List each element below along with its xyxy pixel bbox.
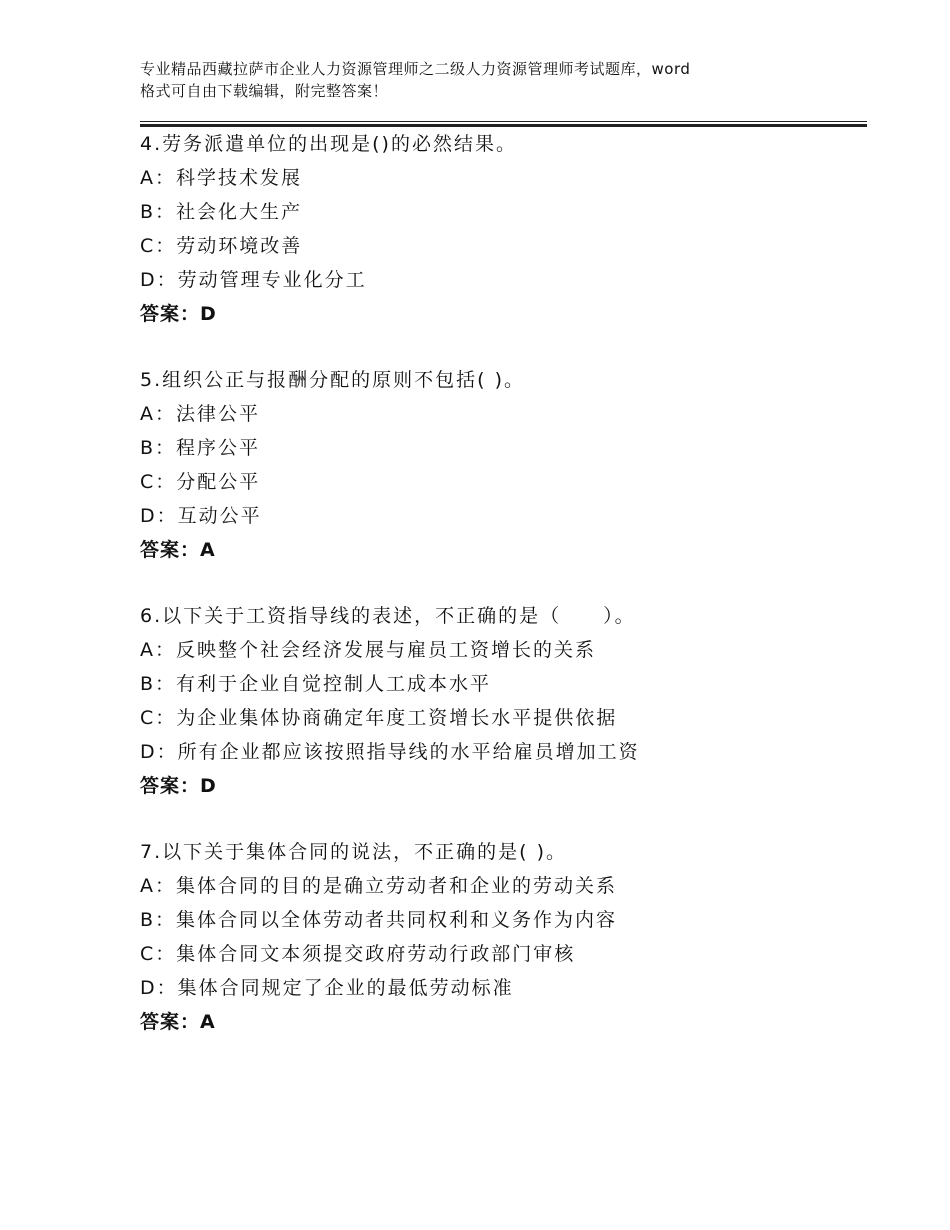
option-d: D：互动公平 xyxy=(140,505,262,527)
option-d: D：所有企业都应该按照指导线的水平给雇员增加工资 xyxy=(140,741,640,763)
question-stem: 7.以下关于集体合同的说法，不正确的是( )。 xyxy=(140,841,567,863)
option-a: A：反映整个社会经济发展与雇员工资增长的关系 xyxy=(140,639,596,661)
answer-line xyxy=(140,769,867,803)
option-d: D：劳动管理专业化分工 xyxy=(140,269,367,291)
option-c: C：为企业集体协商确定年度工资增长水平提供依据 xyxy=(140,707,618,729)
option-d: D：集体合同规定了企业的最低劳动标准 xyxy=(140,977,514,999)
question-4 xyxy=(140,127,867,331)
option-c: C：分配公平 xyxy=(140,471,261,493)
option-b: B：程序公平 xyxy=(140,437,261,459)
question-stem: 4.劳务派遣单位的出现是()的必然结果。 xyxy=(140,133,517,155)
answer-value: D xyxy=(200,303,217,325)
header-line-2: 格式可自由下载编辑，附完整答案！ xyxy=(140,82,389,100)
question-5 xyxy=(140,363,867,567)
answer-line xyxy=(140,533,867,567)
option-b: B：集体合同以全体劳动者共同权利和义务作为内容 xyxy=(140,909,618,931)
answer-value: A xyxy=(200,539,216,561)
question-list xyxy=(140,127,867,1071)
answer-value: D xyxy=(200,775,217,797)
option-c: C：劳动环境改善 xyxy=(140,235,303,257)
document-header xyxy=(140,58,840,102)
option-a: A：科学技术发展 xyxy=(140,167,302,189)
option-a: A：集体合同的目的是确立劳动者和企业的劳动关系 xyxy=(140,875,617,897)
answer-label: 答案： xyxy=(140,303,201,325)
option-b: B：社会化大生产 xyxy=(140,201,303,223)
header-divider-thin xyxy=(140,121,867,122)
question-stem: 6.以下关于工资指导线的表述，不正确的是（ ）。 xyxy=(140,605,636,627)
option-b: B：有利于企业自觉控制人工成本水平 xyxy=(140,673,492,695)
answer-label: 答案： xyxy=(140,1011,201,1033)
answer-label: 答案： xyxy=(140,539,201,561)
answer-label: 答案： xyxy=(140,775,201,797)
option-c: C：集体合同文本须提交政府劳动行政部门审核 xyxy=(140,943,576,965)
question-7 xyxy=(140,835,867,1039)
option-a: A：法律公平 xyxy=(140,403,260,425)
answer-line xyxy=(140,1005,867,1039)
header-line-1: 专业精品西藏拉萨市企业人力资源管理师之二级人力资源管理师考试题库，word xyxy=(140,60,691,78)
question-stem: 5.组织公正与报酬分配的原则不包括( )。 xyxy=(140,369,525,391)
question-6 xyxy=(140,599,867,803)
answer-value: A xyxy=(200,1011,216,1033)
answer-line xyxy=(140,297,867,331)
